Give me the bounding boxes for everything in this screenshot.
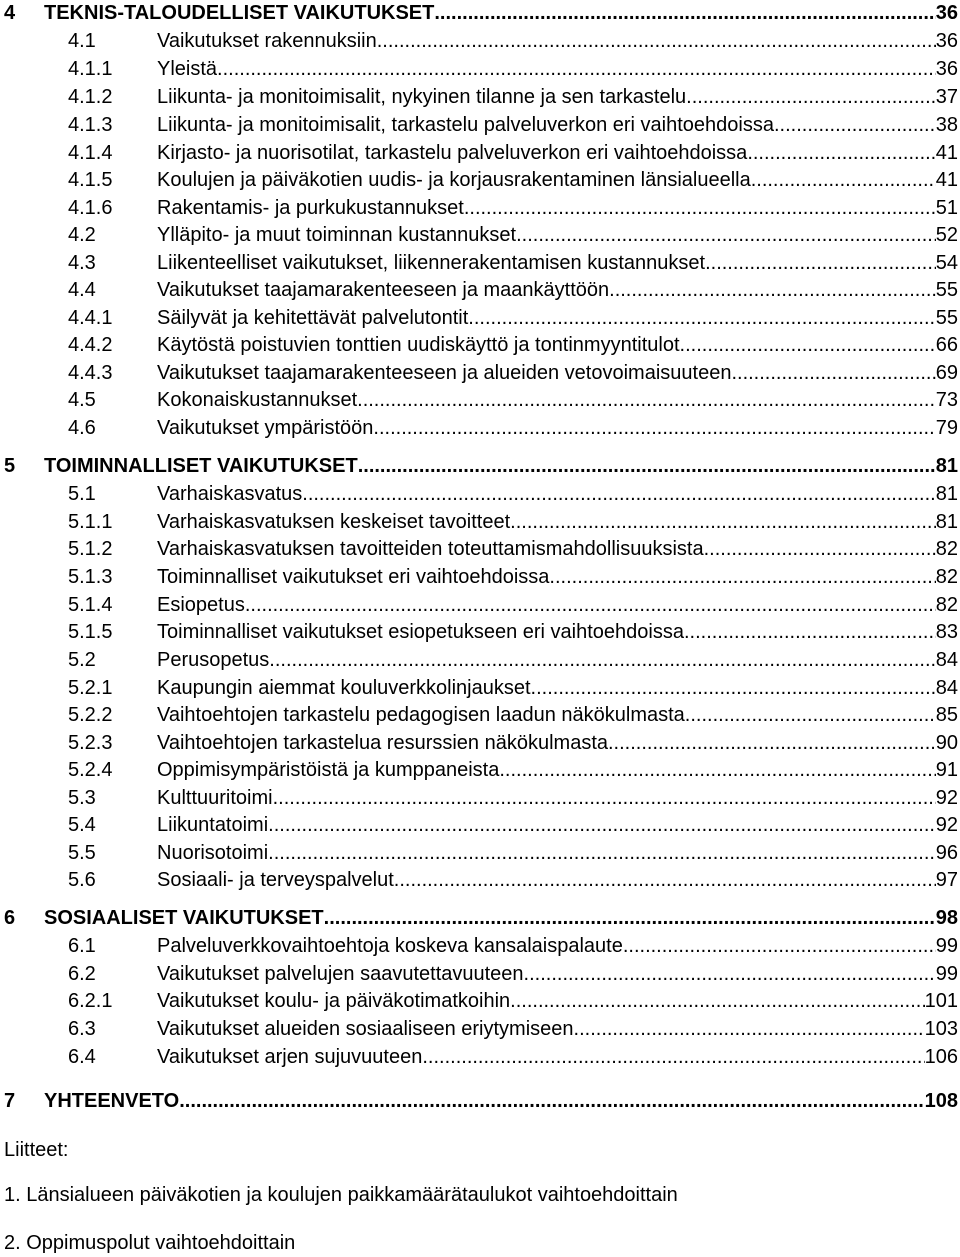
toc-entry-title: Oppimisympäristöistä ja kumppaneista (157, 759, 500, 781)
toc-entry-title: Liikunta- ja monitoimisalit, tarkastelu palveluverkon eri vaihtoehdoissa (157, 114, 774, 136)
toc-entry-title: YHTEENVETO (44, 1090, 180, 1112)
toc-entry[interactable] (0, 508, 960, 536)
toc-entry-page: 84 (935, 649, 958, 671)
dot-leader (357, 386, 936, 414)
toc-entry-page: 41 (935, 169, 958, 191)
toc-entry-page: 36 (935, 58, 958, 80)
toc-entry-page: 98 (935, 907, 958, 929)
dot-leader (510, 508, 936, 536)
toc-entry-number: 4.1.6 (68, 197, 113, 219)
toc-entry-number: 4.1.4 (68, 142, 113, 164)
toc-entry-page: 54 (935, 252, 958, 274)
toc-entry-number: 4.2 (68, 224, 96, 246)
toc-entry-number: 5.1.1 (68, 511, 113, 533)
toc-entry[interactable] (0, 27, 960, 55)
dot-leader (574, 1015, 925, 1043)
toc-entry-page: 36 (935, 30, 958, 52)
toc-entry-page: 66 (935, 334, 958, 356)
toc-entry-page: 81 (935, 455, 958, 477)
toc-entry[interactable] (0, 866, 960, 894)
dot-leader (468, 304, 935, 332)
toc-entry-number: 4.1.5 (68, 169, 113, 191)
toc-entry-title: Säilyvät ja kehitettävät palvelutontit (157, 307, 469, 329)
toc-entry-title: Kirjasto- ja nuorisotilat, tarkastelu palveluverkon eri vaihtoehdoissa (157, 142, 748, 164)
toc-entry-page: 101 (924, 990, 958, 1012)
toc-entry[interactable] (0, 756, 960, 784)
toc-entry-number: 5.1.3 (68, 566, 113, 588)
toc-entry-number: 5.5 (68, 842, 96, 864)
toc-entry[interactable] (0, 618, 960, 646)
toc-entry[interactable] (0, 111, 960, 139)
toc-entry-title: Vaikutukset taajamarakenteeseen ja maankäyttöön (157, 279, 610, 301)
toc-entry-page: 84 (935, 677, 958, 699)
dot-leader (422, 1043, 924, 1071)
toc-entry-title: TOIMINNALLISET VAIKUTUKSET (44, 455, 358, 477)
toc-entry-page: 37 (935, 86, 958, 108)
toc-entry-title: Toiminnalliset vaikutukset eri vaihtoehdoissa (157, 566, 550, 588)
dot-leader (217, 55, 936, 83)
dot-leader (394, 866, 936, 894)
toc-entry[interactable] (0, 304, 960, 332)
toc-entry[interactable] (0, 331, 960, 359)
toc-entry-title: Vaikutukset palvelujen saavutettavuuteen (157, 963, 524, 985)
toc-entry[interactable] (0, 55, 960, 83)
toc-entry-page: 81 (935, 511, 958, 533)
toc-entry[interactable] (0, 221, 960, 249)
toc-entry-title: Vaikutukset taajamarakenteeseen ja alueiden vetovoimaisuuteen (157, 362, 732, 384)
toc-entry-number: 4.6 (68, 417, 96, 439)
dot-leader (373, 414, 935, 442)
toc-entry-number: 6 (4, 907, 16, 929)
toc-entry-page: 36 (935, 2, 958, 24)
dot-leader (623, 932, 936, 960)
toc-entry-number: 5.6 (68, 869, 96, 891)
toc-entry-page: 99 (935, 963, 958, 985)
toc-entry-title: Ylläpito- ja muut toiminnan kustannukset (157, 224, 517, 246)
toc-entry[interactable] (0, 839, 960, 867)
dot-leader (358, 452, 936, 480)
toc-entry-number: 5.1.4 (68, 594, 113, 616)
toc-entry[interactable] (0, 646, 960, 674)
attachments-heading: Liitteet: (4, 1139, 69, 1161)
toc-entry[interactable] (0, 701, 960, 729)
toc-entry-page: 99 (935, 935, 958, 957)
toc-entry-number: 5.2.4 (68, 759, 113, 781)
dot-leader (549, 563, 935, 591)
dot-leader (531, 674, 936, 702)
toc-entry-page: 38 (935, 114, 958, 136)
dot-leader (377, 27, 936, 55)
toc-entry-page: 97 (935, 869, 958, 891)
dot-leader (516, 221, 936, 249)
toc-entry-page: 51 (935, 197, 958, 219)
toc-entry-title: Liikunta- ja monitoimisalit, nykyinen tilanne ja sen tarkastelu (157, 86, 687, 108)
toc-entry[interactable] (0, 987, 960, 1015)
toc-entry[interactable] (0, 249, 960, 277)
toc-entry-page: 73 (935, 389, 958, 411)
toc-entry-number: 6.1 (68, 935, 96, 957)
toc-entry-title: Koulujen ja päiväkotien uudis- ja korjausrakentaminen länsialueella (157, 169, 751, 191)
toc-entry-number: 4.4.1 (68, 307, 113, 329)
dot-leader (499, 756, 935, 784)
toc-entry[interactable] (0, 1015, 960, 1043)
toc-entry-title: Palveluverkkovaihtoehtoja koskeva kansalaispalaute (157, 935, 623, 957)
toc-entry-title: Varhaiskasvatuksen keskeiset tavoitteet (157, 511, 511, 533)
toc-entry-page: 52 (935, 224, 958, 246)
toc-entry-page: 106 (924, 1046, 958, 1068)
toc-entry-number: 4.3 (68, 252, 96, 274)
toc-entry-number: 4 (4, 2, 16, 24)
toc-entry-page: 92 (935, 814, 958, 836)
toc-entry-page: 85 (935, 704, 958, 726)
toc-entry-title: Liikenteelliset vaikutukset, liikennerakentamisen kustannukset (157, 252, 706, 274)
toc-entry-number: 5.2 (68, 649, 96, 671)
dot-leader (524, 960, 936, 988)
toc-entry-title: Yleistä (157, 58, 218, 80)
toc-entry-page: 96 (935, 842, 958, 864)
toc-entry-page: 82 (935, 594, 958, 616)
dot-leader (269, 646, 935, 674)
toc-entry-title: Rakentamis- ja purkukustannukset (157, 197, 464, 219)
toc-entry-page: 108 (924, 1090, 958, 1112)
toc-entry-title: Kulttuuritoimi (157, 787, 273, 809)
toc-entry[interactable] (0, 194, 960, 222)
toc-entry-title: Varhaiskasvatuksen tavoitteiden toteuttamismahdollisuuksista (157, 538, 704, 560)
toc-entry-title: Vaikutukset arjen sujuvuuteen (157, 1046, 423, 1068)
toc-entry-title: Vaihtoehtojen tarkastelu pedagogisen laadun näkökulmasta (157, 704, 685, 726)
dot-leader (273, 784, 936, 812)
toc-entry-number: 4.4.2 (68, 334, 113, 356)
toc-entry-title: Varhaiskasvatus (157, 483, 303, 505)
dot-leader (302, 480, 935, 508)
dot-leader (179, 1087, 924, 1115)
toc-entry-title: Kokonaiskustannukset (157, 389, 358, 411)
dot-leader (747, 139, 935, 167)
dot-leader (751, 166, 936, 194)
toc-entry-number: 6.3 (68, 1018, 96, 1040)
toc-entry-title: Nuorisotoimi (157, 842, 269, 864)
toc-entry[interactable] (0, 166, 960, 194)
toc-entry-page: 69 (935, 362, 958, 384)
toc-entry-number: 5 (4, 455, 16, 477)
toc-entry[interactable] (0, 0, 960, 27)
toc-entry-page: 92 (935, 787, 958, 809)
dot-leader (684, 618, 936, 646)
toc-entry-number: 5.3 (68, 787, 96, 809)
dot-leader (608, 729, 936, 757)
toc-entry[interactable] (0, 784, 960, 812)
dot-leader (510, 987, 924, 1015)
toc-entry-title: Perusopetus (157, 649, 270, 671)
toc-entry[interactable] (0, 960, 960, 988)
dot-leader (705, 249, 936, 277)
toc-entry-number: 4.5 (68, 389, 96, 411)
toc-entry-number: 4.1.2 (68, 86, 113, 108)
dot-leader (680, 331, 936, 359)
toc-entry-title: Vaikutukset koulu- ja päiväkotimatkoihin (157, 990, 511, 1012)
toc-entry-page: 79 (935, 417, 958, 439)
attachment-item: 2. Oppimuspolut vaihtoehdoittain (4, 1232, 296, 1254)
toc-entry[interactable] (0, 932, 960, 960)
toc-entry-title: Vaihtoehtojen tarkastelua resurssien näkökulmasta (157, 732, 608, 754)
toc-entry-page: 81 (935, 483, 958, 505)
toc-entry[interactable] (0, 386, 960, 414)
dot-leader (731, 359, 935, 387)
toc-entry-number: 5.2.3 (68, 732, 113, 754)
toc-entry[interactable] (0, 83, 960, 111)
toc-entry-page: 82 (935, 566, 958, 588)
toc-entry[interactable] (0, 1087, 960, 1115)
toc-entry-title: Vaikutukset ympäristöön (157, 417, 374, 439)
toc-entry[interactable] (0, 591, 960, 619)
toc-entry[interactable] (0, 674, 960, 702)
toc-entry-title: Kaupungin aiemmat kouluverkkolinjaukset (157, 677, 531, 699)
dot-leader (268, 811, 936, 839)
dot-leader (245, 591, 936, 619)
toc-entry-title: Vaikutukset alueiden sosiaaliseen eriytymiseen (157, 1018, 574, 1040)
attachment-item: 1. Länsialueen päiväkotien ja koulujen paikkamäärätaulukot vaihtoehdoittain (4, 1184, 678, 1206)
toc-entry-number: 4.1.3 (68, 114, 113, 136)
toc-entry[interactable] (0, 359, 960, 387)
dot-leader (685, 701, 936, 729)
toc-entry-number: 4.1 (68, 30, 96, 52)
toc-entry[interactable] (0, 729, 960, 757)
toc-entry[interactable] (0, 452, 960, 480)
dot-leader (268, 839, 936, 867)
toc-entry[interactable] (0, 276, 960, 304)
toc-entry-title: Esiopetus (157, 594, 245, 616)
toc-entry-number: 4.4 (68, 279, 96, 301)
toc-entry-number: 4.4.3 (68, 362, 113, 384)
toc-entry[interactable] (0, 535, 960, 563)
toc-entry-number: 7 (4, 1090, 16, 1112)
toc-entry-title: Sosiaali- ja terveyspalvelut (157, 869, 394, 891)
toc-entry-title: Toiminnalliset vaikutukset esiopetukseen eri vaihtoehdoissa (157, 621, 684, 643)
toc-entry-title: Liikuntatoimi (157, 814, 269, 836)
toc-entry-page: 82 (935, 538, 958, 560)
toc-entry[interactable] (0, 414, 960, 442)
toc-entry-number: 5.4 (68, 814, 96, 836)
toc-entry[interactable] (0, 139, 960, 167)
toc-entry-number: 5.2.1 (68, 677, 113, 699)
toc-entry[interactable] (0, 811, 960, 839)
toc-entry-title: Käytöstä poistuvien tonttien uudiskäyttö ja tontinmyyntitulot (157, 334, 680, 356)
dot-leader (464, 194, 936, 222)
dot-leader (434, 0, 935, 27)
toc-entry-title: TEKNIS-TALOUDELLISET VAIKUTUKSET (44, 2, 435, 24)
toc-entry-title: SOSIAALISET VAIKUTUKSET (44, 907, 324, 929)
dot-leader (704, 535, 936, 563)
toc-entry[interactable] (0, 1043, 960, 1071)
dot-leader (686, 83, 936, 111)
toc-entry[interactable] (0, 904, 960, 932)
dot-leader (609, 276, 936, 304)
toc-entry-page: 90 (935, 732, 958, 754)
toc-entry-number: 5.1 (68, 483, 96, 505)
toc-entry-page: 103 (924, 1018, 958, 1040)
toc-entry[interactable] (0, 480, 960, 508)
toc-entry-page: 41 (935, 142, 958, 164)
toc-entry-title: Vaikutukset rakennuksiin (157, 30, 377, 52)
toc-entry-page: 91 (935, 759, 958, 781)
toc-entry-page: 55 (935, 307, 958, 329)
toc-entry-number: 6.4 (68, 1046, 96, 1068)
dot-leader (774, 111, 936, 139)
toc-entry-number: 5.1.5 (68, 621, 113, 643)
toc-entry-number: 4.1.1 (68, 58, 113, 80)
toc-entry-page: 83 (935, 621, 958, 643)
toc-entry-number: 6.2 (68, 963, 96, 985)
toc-entry-number: 5.2.2 (68, 704, 113, 726)
toc-entry-number: 6.2.1 (68, 990, 113, 1012)
toc-entry-page: 55 (935, 279, 958, 301)
dot-leader (324, 904, 936, 932)
toc-entry-number: 5.1.2 (68, 538, 113, 560)
toc-entry[interactable] (0, 563, 960, 591)
